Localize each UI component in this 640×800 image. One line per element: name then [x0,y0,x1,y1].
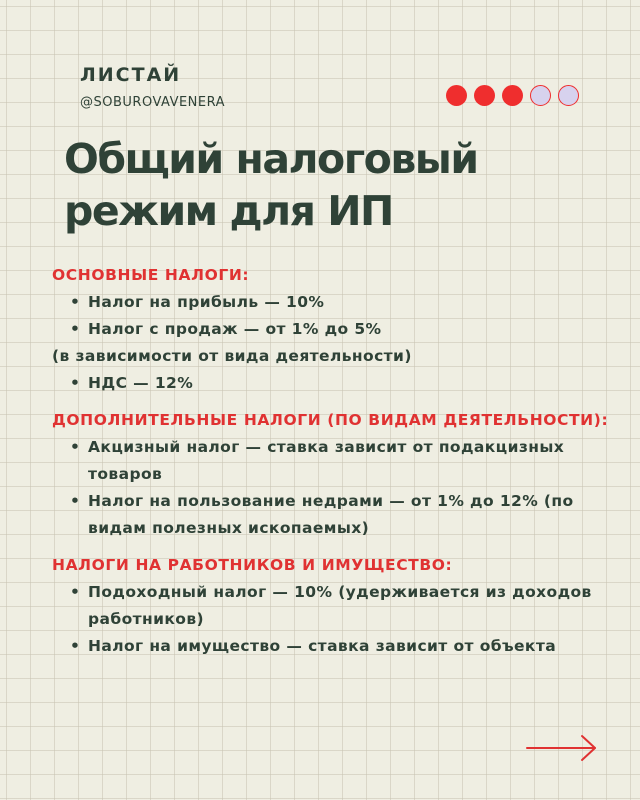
item-list [52,434,622,542]
list-item: • НДС — 12% [52,370,622,397]
page-dot-3 [502,85,523,106]
item-list [52,579,622,660]
list-item: • Налог на прибыль — 10% [52,289,622,316]
section-note: (в зависимости от вида деятельности) [52,347,412,365]
item-list [52,370,622,397]
section-employee-property-taxes [52,552,622,660]
item-list [52,289,622,343]
section-additional-taxes [52,407,622,542]
author-handle: @SOBUROVAVENERA [80,95,226,110]
brand-label: ЛИСТАЙ [80,64,182,86]
section-title: ОСНОВНЫЕ НАЛОГИ: [52,266,250,284]
list-item: • Налог на имущество — ставка зависит от объекта [52,633,622,660]
page-dot-1 [446,85,467,106]
title-line-2: режим для ИП [64,187,393,235]
section-main-taxes [52,262,622,397]
page-dot-5 [558,85,579,106]
list-item: • Акцизный налог — ставка зависит от подакцизных товаров [52,434,622,488]
tax-content [52,262,622,660]
page-title [64,133,604,237]
page-dot-4 [530,85,551,106]
pagination-dots [446,85,579,106]
list-item: • Налог на пользование недрами — от 1% до 12% (по видам полезных ископаемых) [52,488,622,542]
list-item: • Налог с продаж — от 1% до 5% [52,316,622,343]
title-line-1: Общий налоговый [64,135,478,183]
section-title: НАЛОГИ НА РАБОТНИКОВ И ИМУЩЕСТВО: [52,556,453,574]
list-item: • Подоходный налог — 10% (удерживается из доходов работников) [52,579,622,633]
section-title: ДОПОЛНИТЕЛЬНЫЕ НАЛОГИ (ПО ВИДАМ ДЕЯТЕЛЬНОСТИ): [52,411,609,429]
arrow-right-icon[interactable] [526,733,598,763]
page-dot-2 [474,85,495,106]
